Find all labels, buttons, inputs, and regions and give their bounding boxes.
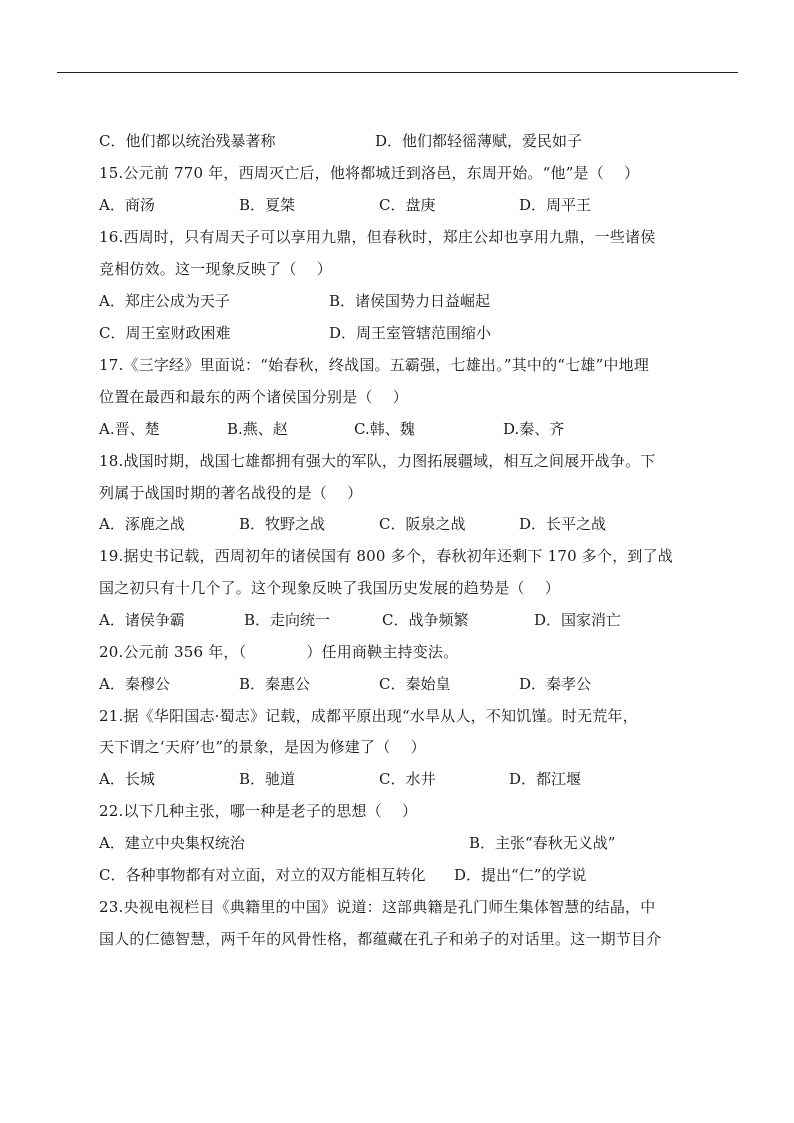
q23-stem-line1: 23.央视电视栏目《典籍里的中国》说道：这部典籍是孔门师生集体智慧的结晶，中 — [99, 898, 656, 916]
q22-option-b: B．主张“春秋无义战” — [469, 834, 616, 852]
q21-option-d: D．都江堰 — [509, 770, 582, 788]
q16-options-ab — [99, 291, 739, 311]
q18-options — [99, 514, 739, 534]
q17-option-a: A.晋、楚 — [99, 420, 160, 438]
q16-option-c: C．周王室财政困难 — [99, 324, 231, 342]
q22-option-c: C．各种事物都有对立面，对立的双方能相互转化 — [99, 866, 426, 884]
q21-option-b: B．驰道 — [239, 770, 296, 788]
q17-option-d: D.秦、齐 — [503, 420, 565, 438]
q20-stem-before: 20.公元前 356 年，（ — [99, 643, 247, 661]
q16-stem-line1: 16.西周时，只有周天子可以享用九鼎，但春秋时，郑庄公却也享用九鼎，一些诸侯 — [99, 228, 656, 246]
q22-option-d: D．提出“仁”的学说 — [454, 866, 587, 884]
q19-options — [99, 610, 739, 630]
q18-option-d: D．长平之战 — [519, 515, 607, 533]
q15-option-a: A．商汤 — [99, 196, 155, 214]
q18-option-a: A．涿鹿之战 — [99, 515, 185, 533]
q20-stem — [99, 642, 458, 662]
q19-stem-line2: 国之初只有十几个了。这个现象反映了我国历史发展的趋势是（ ） — [99, 579, 560, 597]
header-rule — [57, 72, 738, 73]
q17-stem-line1: 17.《三字经》里面说：“始春秋，终战国。五霸强，七雄出。”其中的“七雄”中地理 — [99, 356, 650, 374]
q20-stem-after: ）任用商鞅主持变法。 — [306, 643, 459, 661]
q17-stem-line2: 位置在最西和最东的两个诸侯国分别是（ ） — [99, 388, 408, 406]
q22-options-ab — [99, 833, 739, 853]
q20-options — [99, 674, 739, 694]
q14-option-c: C．他们都以统治残暴著称 — [99, 132, 276, 150]
q15-option-c: C．盘庚 — [379, 196, 436, 214]
q19-stem-line1: 19.据史书记载，西周初年的诸侯国有 800 多个，春秋初年还剩下 170 多个，到了战 — [99, 547, 673, 565]
q18-stem-line1: 18.战国时期，战国七雄都拥有强大的军队，力图拓展疆域，相互之间展开战争。下 — [99, 452, 656, 470]
q15-option-b: B．夏桀 — [239, 196, 296, 214]
q22-options-cd — [99, 865, 739, 885]
q21-option-c: C．水井 — [379, 770, 436, 788]
q16-option-a: A．郑庄公成为天子 — [99, 292, 230, 310]
q15-option-d: D．周平王 — [519, 196, 592, 214]
q23-stem-line2: 国人的仁德智慧，两千年的风骨性格，都蕴藏在孔子和弟子的对话里。这一期节目介 — [99, 930, 662, 948]
q16-option-b: B．诸侯国势力日益崛起 — [329, 292, 491, 310]
q22-stem: 22.以下几种主张，哪一种是老子的思想（ ） — [99, 802, 418, 820]
q20-option-c: C．秦始皇 — [379, 675, 451, 693]
q16-stem-line2: 竞相仿效。这一现象反映了（ ） — [99, 260, 332, 278]
q19-option-c: C．战争频繁 — [382, 611, 469, 629]
q20-option-a: A．秦穆公 — [99, 675, 170, 693]
q19-option-d: D．国家消亡 — [534, 611, 622, 629]
q17-option-b: B.燕、赵 — [227, 420, 288, 438]
q21-option-a: A．长城 — [99, 770, 155, 788]
q19-option-a: A．诸侯争霸 — [99, 611, 185, 629]
q18-option-c: C．阪泉之战 — [379, 515, 466, 533]
q21-stem-line2: 天下谓之‘天府’也”的景象，是因为修建了（ ） — [99, 738, 426, 756]
q17-options — [99, 419, 739, 439]
q20-option-d: D．秦孝公 — [519, 675, 592, 693]
q15-options — [99, 195, 739, 215]
q18-stem-line2: 列属于战国时期的著名战役的是（ ） — [99, 484, 363, 502]
q15-stem: 15.公元前 770 年，西周灭亡后，他将都城迁到洛邑，东周开始。“他”是（ ） — [99, 164, 640, 182]
q20-option-b: B．秦惠公 — [239, 675, 311, 693]
q19-option-b: B．走向统一 — [244, 611, 331, 629]
q17-option-c: C.韩、魏 — [354, 420, 415, 438]
q21-options — [99, 769, 739, 789]
q16-option-d: D．周王室管辖范围缩小 — [329, 324, 492, 342]
q16-options-cd — [99, 323, 739, 343]
q21-stem-line1: 21.据《华阳国志·蜀志》记载，成都平原出现“水旱从人，不知饥馑。时无荒年， — [99, 707, 638, 725]
q18-option-b: B．牧野之战 — [239, 515, 326, 533]
q22-option-a: A．建立中央集权统治 — [99, 834, 245, 852]
q14-option-d: D．他们都轻徭薄赋，爱民如子 — [375, 132, 583, 150]
q14-options-cd — [99, 131, 739, 151]
